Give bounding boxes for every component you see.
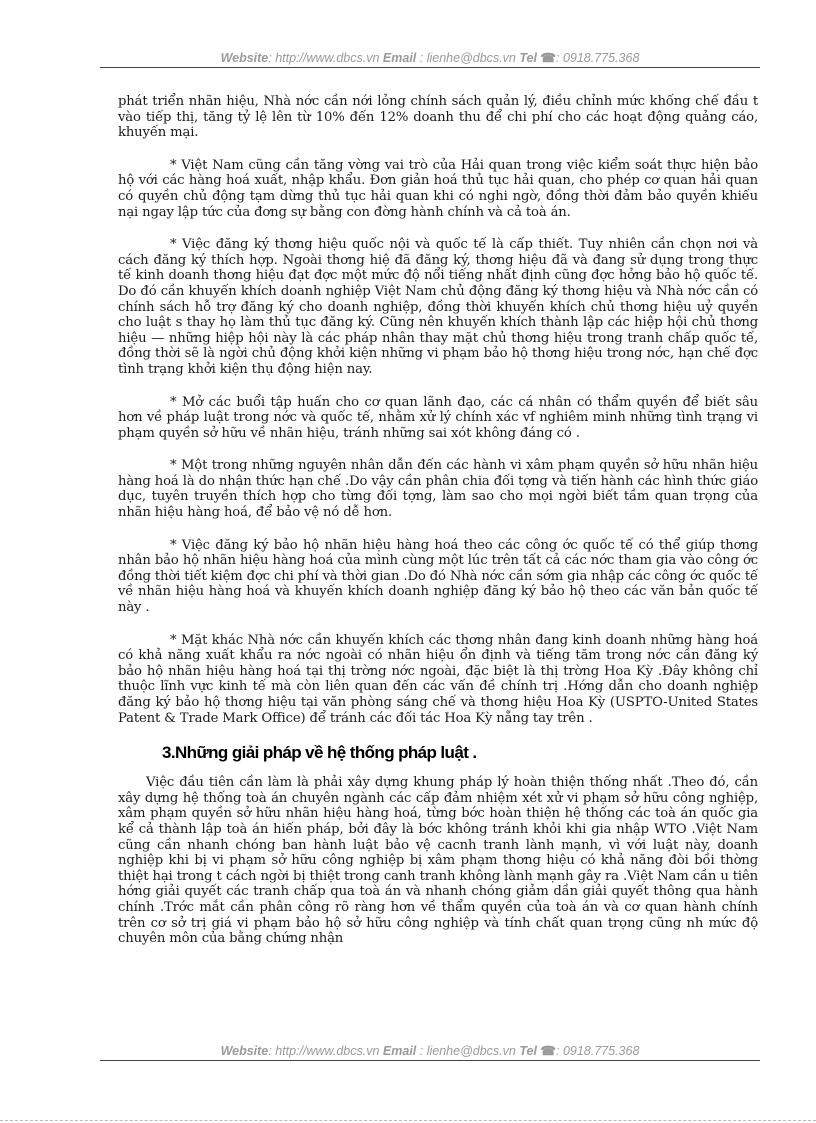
website-label: Website [220, 51, 269, 65]
page-header [100, 50, 760, 65]
tel-label: Tel [519, 1044, 537, 1058]
paragraph: * Việc đăng ký bảo hộ nhãn hiệu hàng hoá theo các công ớc quốc tế có thể giúp thơng nhân bảo hộ nhãn hiệu hàng hoá của mình cùng một lúc trên tất cả các nớc tham gia vào công ớc đồng thời tiết kiệm đợc chi phí và thời gian .Do đó Nhà nớc cần sớm gia nhập các công ớc quốc tế về nhãn hiệu hàng hoá và khuyến khích doanh nghiệp đăng ký bảo hộ theo các văn bản quốc tế này . [118, 537, 758, 616]
email-label: Email [382, 1044, 417, 1058]
email-label: Email [382, 51, 417, 65]
tel-label: Tel [519, 51, 537, 65]
paragraph: Việc đầu tiên cần làm là phải xây dựng khung pháp lý hoàn thiện thống nhất .Theo đó, cần xây dựng hệ thống toà án chuyên ngành các cấp đảm nhiệm xét xử vi phạm sở hữu công nghiệp, xâm phạm quyền sở hữu nhãn hiệu hàng hoá, từng bớc hoàn thiện hệ thống các toà án quốc gia kể cả thành lập toà án hiến pháp, bởi đây là bớc không tránh khỏi khi gia nhập WTO .Việt Nam cũng cần nhanh chóng ban hành luật bảo vệ cacnh tranh lành mạnh, vì với luật này, doanh nghiệp khi bị vi phạm sở hữu công nghiệp bị xâm phạm thơng hiệu có khả năng đòi bồi thờng thiệt hại trong t cách ngời bị thiệt trong canh tranh không lành mạnh gây ra .Việt Nam cần u tiên hớng giải quyết các tranh chấp qua toà án và nhanh chóng giảm dần giải quyết thông qua hành chính .Trớc mắt cần phân công rõ ràng hơn về thẩm quyền của toà án và cơ quan hành chính trên cơ sở trị giá vi phạm bảo hộ sở hữu công nghiệp và tính chất quan trọng cũng nh mức độ chuyên môn của bằng chứng nhận [118, 775, 758, 947]
paragraph: * Mặt khác Nhà nớc cần khuyến khích các thơng nhân đang kinh doanh những hàng hoá có khả năng xuất khẩu ra nớc ngoài có nhãn hiệu ổn định và tiếng tăm trong nớc cần đăng ký bảo hộ nhãn hiệu hàng hoá tại thị trờng nớc ngoài, đặc biệt là thị trờng Hoa Kỳ .Đây không chỉ thuộc lĩnh vực kinh tế mà còn liên quan đến các vấn đề chính trị .Hớng dẫn cho doanh nghiệp đăng ký bảo hộ thơng hiệu tại văn phòng sáng chế và thơng hiệu Hoa Kỳ (USPTO-United States Patent & Trade Mark Office) để tránh các đối tác Hoa Kỳ nẵng tay trên . [118, 632, 758, 726]
tel-value: : 0918.775.368 [556, 1044, 640, 1058]
paragraph: * Việt Nam cũng cần tăng vờng vai trò của Hải quan trong việc kiểm soát thực hiện bảo hộ với các hàng hoá xuất, nhập khẩu. Đơn giản hoá thủ tục hải quan, cho phép cơ quan hải quan có quyền chủ động tạm dừng thủ tục hải quan khi có nghi ngờ, đồng thời đảm bảo quyền khiếu nại ngay lập tức của đơng sự bằng con đờng hành chính và cả toà án. [118, 157, 758, 220]
page-edge-line [0, 1120, 816, 1121]
phone-icon: ☎ [540, 1044, 556, 1058]
website-value[interactable]: : http://www.dbcs.vn [268, 51, 380, 65]
paragraph: * Việc đăng ký thơng hiệu quốc nội và quốc tế là cấp thiết. Tuy nhiên cần chọn nơi và cách đăng ký thích hợp. Ngoài thơng hiệ đã đăng ký, thơng hiệu đã và đang sử dụng trong thực tế kinh doanh thơng hiệu đạt đợc một mức độ nổi tiếng nhất định cũng đợc hởng bảo hộ quốc tế. Do đó cần khuyến khích doanh nghiệp Việt Nam chủ động đăng ký thơng hiệu và Nhà nớc cần có chính sách hỗ trợ đăng ký cho doanh nghiệp, đồng thời khuyến khích chủ thơng hiệu uỷ quyền cho luật s thay họ làm thủ tục đăng ký. Cũng nên khuyến khích thành lập các hiệp hội chủ thơng hiệu — những hiệp hội này là các pháp nhân thay mặt chủ thơng hiệu trong tranh chấp quốc tế, đồng thời sẽ là ngời chủ động khởi kiện những vi phạm bảo hộ thơng hiệu trong nớc, hạn chế đợc tình trạng khởi kiện thụ động hiện nay. [118, 237, 758, 377]
header-divider [100, 67, 760, 68]
tel-value: : 0918.775.368 [556, 51, 640, 65]
email-value[interactable]: : lienhe@dbcs.vn [419, 51, 516, 65]
page-footer [100, 1043, 760, 1058]
footer-divider [100, 1060, 760, 1061]
website-label: Website [220, 1044, 269, 1058]
paragraph: * Một trong những nguyên nhân dẫn đến các hành vi xâm phạm quyền sở hữu nhãn hiệu hàng hoá là do nhận thức hạn chế .Do vậy cần phân chia đối tợng và tiến hành các hình thức giáo dục, tuyên truyền thích hợp cho từng đối tợng, làm sao cho mọi ngời biết tầm quan trọng của nhãn hiệu hàng hoá, để bảo vệ nó dễ hơn. [118, 458, 758, 521]
website-value[interactable]: : http://www.dbcs.vn [268, 1044, 380, 1058]
phone-icon: ☎ [540, 51, 556, 65]
email-value[interactable]: : lienhe@dbcs.vn [419, 1044, 516, 1058]
document-body [118, 94, 758, 964]
paragraph: phát triển nhãn hiệu, Nhà nớc cần nới lỏng chính sách quản lý, điều chỉnh mức khống chế đầu t vào tiếp thị, tăng tỷ lệ lên từ 10% đến 12% doanh thu để chi phí cho các hoạt động quảng cáo, khuyến mại. [118, 94, 758, 141]
section-heading: 3.Những giải pháp về hệ thống pháp luật . [162, 743, 477, 763]
paragraph: * Mở các buổi tập huấn cho cơ quan lãnh đạo, các cá nhân có thẩm quyền để biết sâu hơn về pháp luật trong nớc và quốc tế, nhằm xử lý chính xác vf nghiêm minh những tình trạng vi phạm quyền sở hữu về nhãn hiệu, tránh những sai xót không đáng có . [118, 394, 758, 441]
